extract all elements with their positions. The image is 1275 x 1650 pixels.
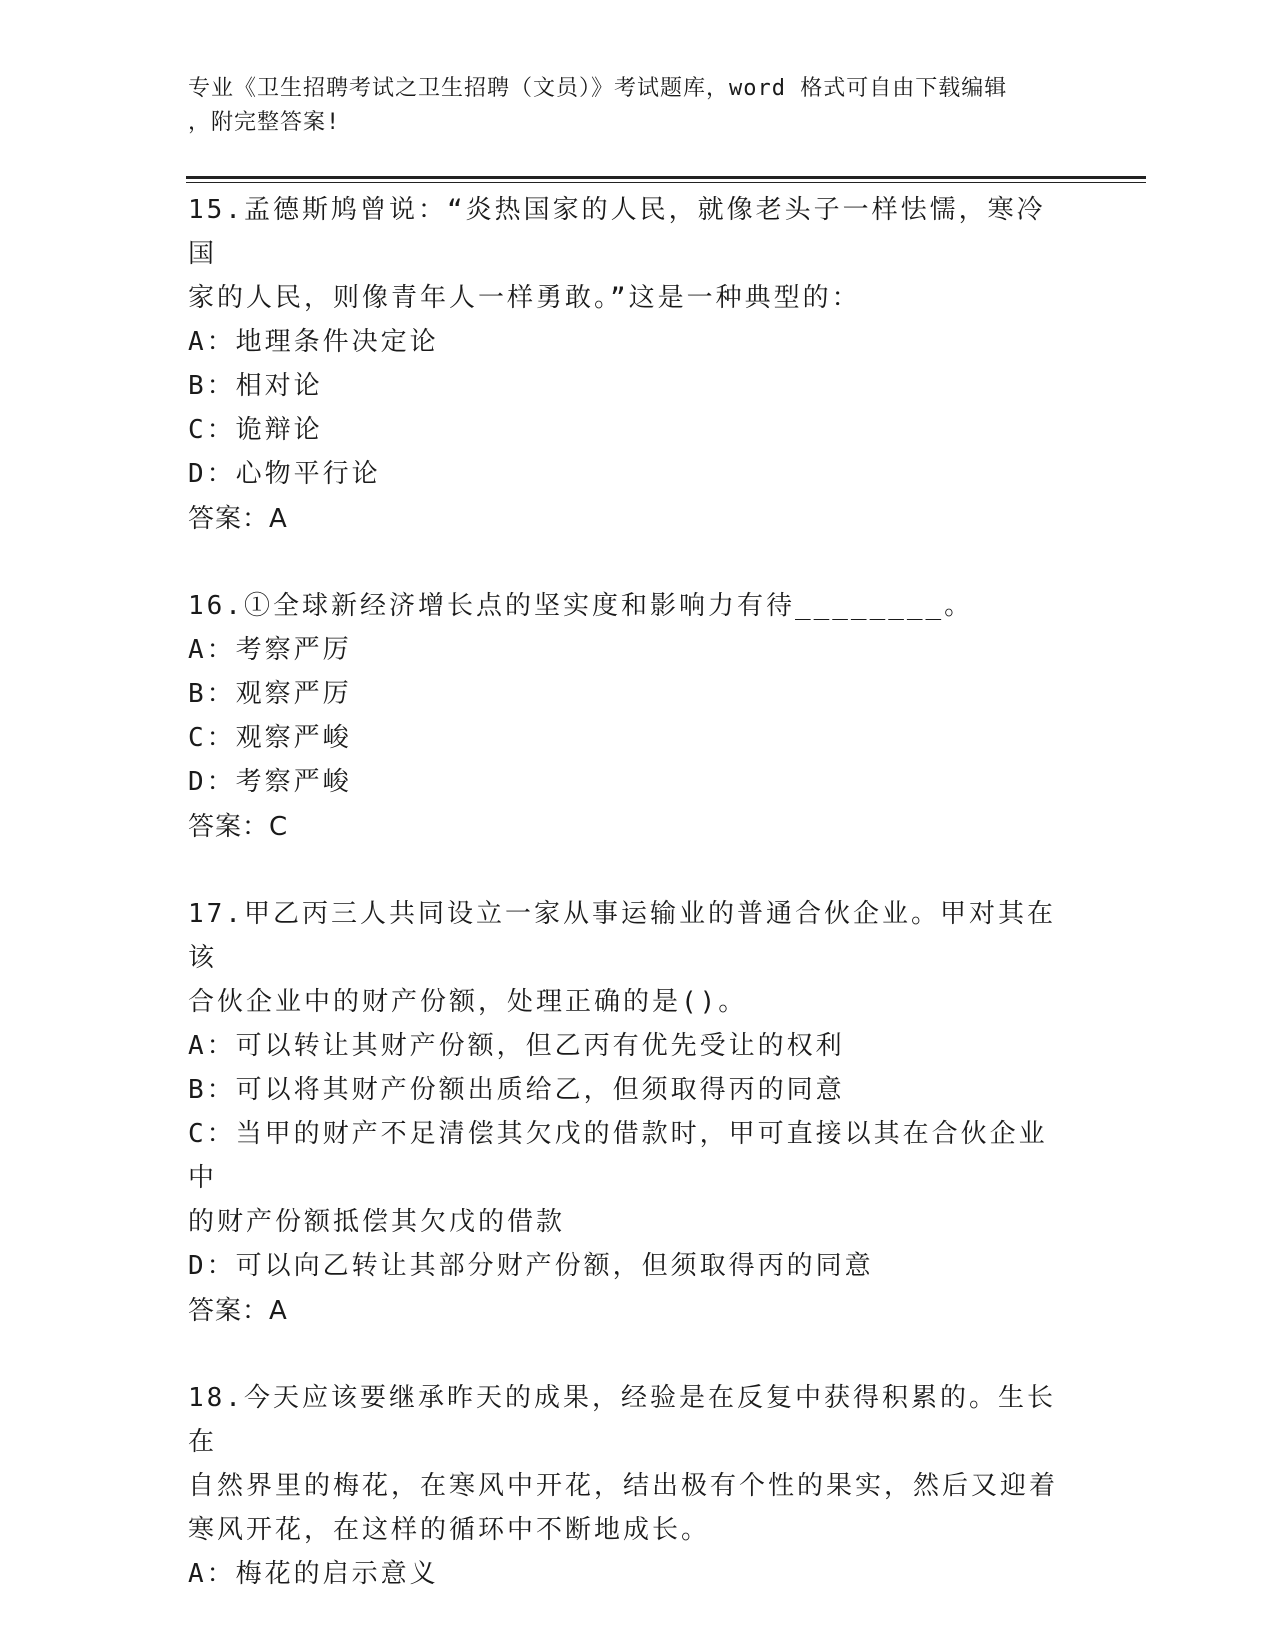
answer-value: A xyxy=(269,504,288,534)
question-stem-line: 自然界里的梅花，在寒风中开花，结出极有个性的果实，然后又迎着 xyxy=(188,1471,1059,1501)
question-stem-line: 17.甲乙丙三人共同设立一家从事运输业的普通合伙企业。甲对其在该 xyxy=(188,899,1056,973)
question-stem-line: 15.孟德斯鸠曾说：“炎热国家的人民，就像老头子一样怯懦，寒冷国 xyxy=(188,195,1046,269)
header-divider-thick xyxy=(186,176,1146,179)
option-a: A：梅花的启示意义 xyxy=(188,1559,439,1589)
question-stem-line: 合伙企业中的财产份额，处理正确的是()。 xyxy=(188,987,748,1017)
answer-label: 答案： xyxy=(188,504,270,534)
question-stem-line: 18.今天应该要继承昨天的成果，经验是在反复中获得积累的。生长在 xyxy=(188,1383,1056,1457)
answer-line xyxy=(188,1288,1068,1334)
answer-label: 答案： xyxy=(188,1296,270,1326)
answer-line xyxy=(188,804,1068,850)
option-b: B：可以将其财产份额出质给乙，但须取得丙的同意 xyxy=(188,1075,845,1105)
option-c: C：当甲的财产不足清偿其欠戊的借款时，甲可直接以其在合伙企业中 xyxy=(188,1119,1048,1193)
answer-value: C xyxy=(269,812,289,842)
option-c: C：诡辩论 xyxy=(188,415,323,445)
option-c-continued: 的财产份额抵偿其欠戊的借款 xyxy=(188,1207,566,1237)
option-c: C：观察严峻 xyxy=(188,723,352,753)
question-17 xyxy=(188,892,1068,1334)
option-b: B：相对论 xyxy=(188,371,323,401)
answer-value: A xyxy=(269,1296,288,1326)
answer-label: 答案： xyxy=(188,812,270,842)
question-stem-line: 家的人民，则像青年人一样勇敢。”这是一种典型的： xyxy=(188,283,861,313)
option-a: A：可以转让其财产份额，但乙丙有优先受让的权利 xyxy=(188,1031,845,1061)
header-divider-thin xyxy=(186,182,1146,183)
option-d: D：考察严峻 xyxy=(188,767,352,797)
question-15 xyxy=(188,188,1068,542)
option-a: A：考察严厉 xyxy=(188,635,352,665)
question-list xyxy=(188,188,1068,1638)
answer-line xyxy=(188,496,1068,542)
question-stem-line: 寒风开花，在这样的循环中不断地成长。 xyxy=(188,1515,711,1545)
option-d: D：心物平行论 xyxy=(188,459,381,489)
option-d: D：可以向乙转让其部分财产份额，但须取得丙的同意 xyxy=(188,1251,874,1281)
question-stem-line: 16.①全球新经济增长点的坚实度和影响力有待________。 xyxy=(188,591,974,621)
option-a: A：地理条件决定论 xyxy=(188,327,439,357)
header-line-1: 专业《卫生招聘考试之卫生招聘（文员）》考试题库，word 格式可自由下载编辑 xyxy=(188,76,1008,101)
question-18 xyxy=(188,1376,1068,1596)
header-line-2: ，附完整答案! xyxy=(188,110,341,135)
option-b: B：观察严厉 xyxy=(188,679,352,709)
document-header xyxy=(188,72,1068,140)
question-16 xyxy=(188,584,1068,850)
